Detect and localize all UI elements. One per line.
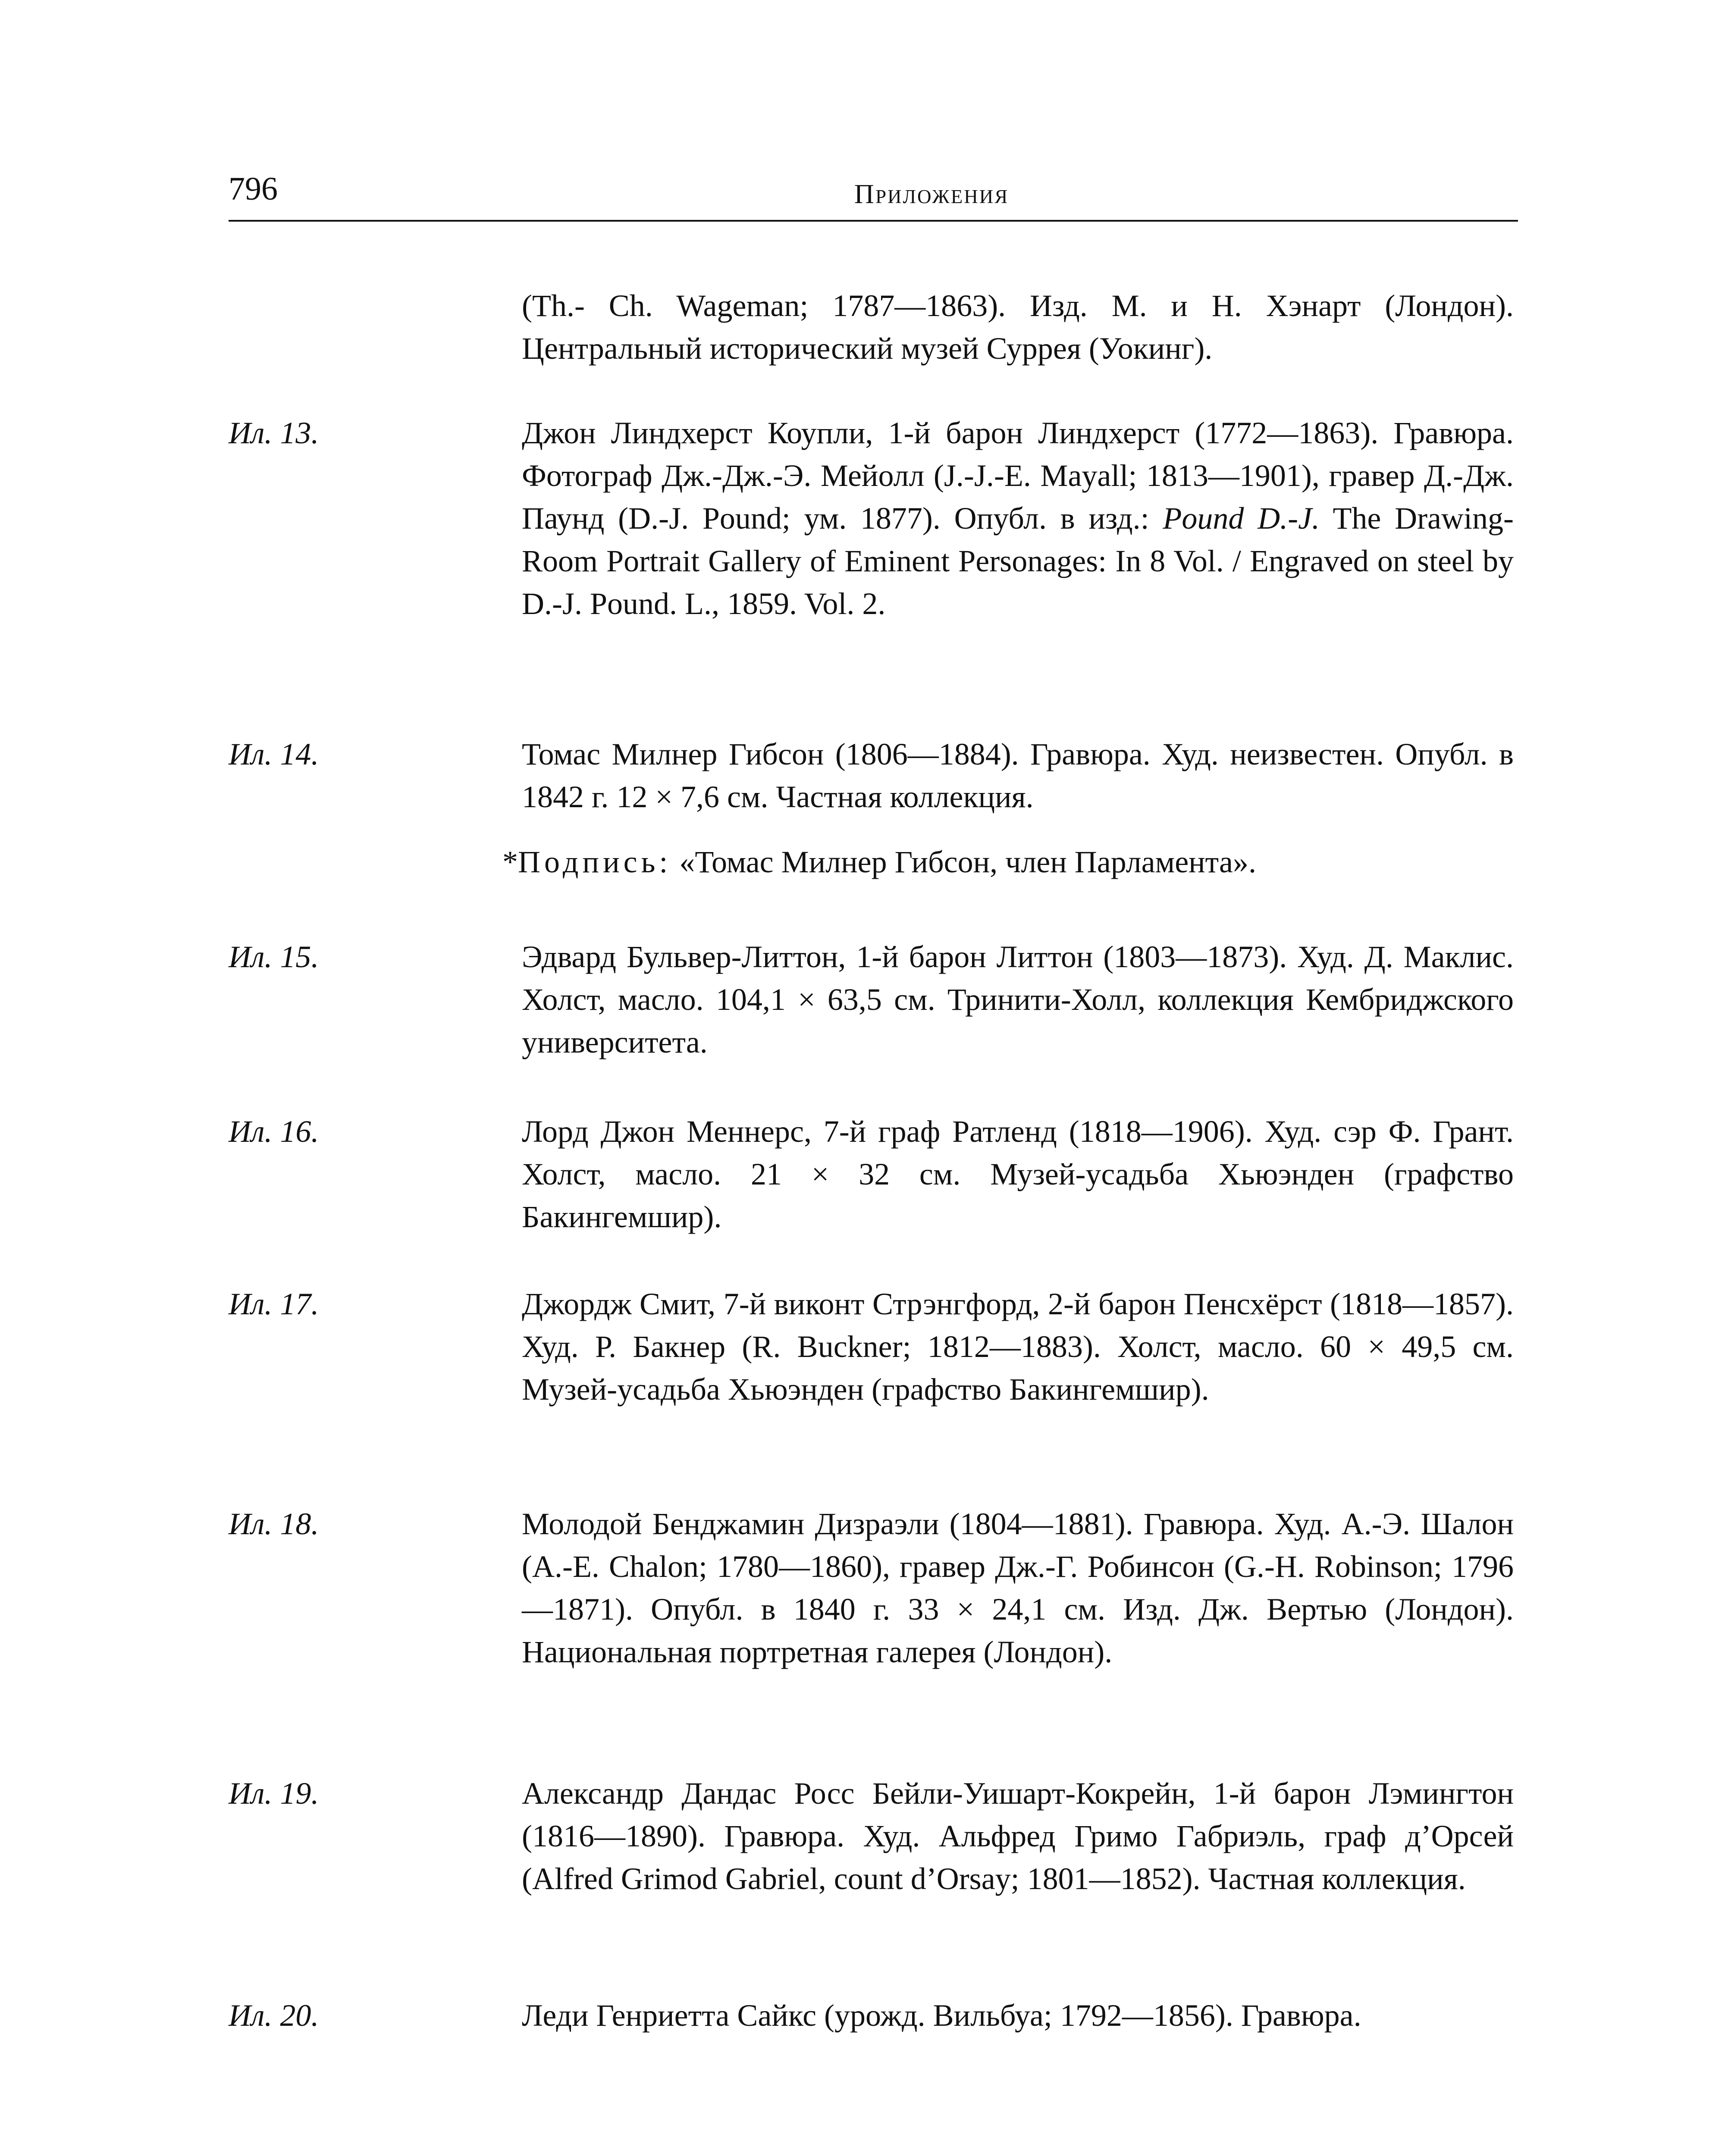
illustration-caption-16: Лорд Джон Меннерс, 7-й граф Ратленд (1818—1906). Худ. сэр Ф. Грант. Холст, масло. 21 × 32 см. Музей-усадьба Хьюэнден (графство Бакингемшир). bbox=[522, 1114, 1514, 1234]
illustration-label-20: Ил. 20. bbox=[229, 1998, 319, 2033]
note-label: Подпись: bbox=[518, 845, 672, 879]
illustration-label-14: Ил. 14. bbox=[229, 737, 319, 771]
header-rule bbox=[229, 220, 1518, 222]
illustration-caption-17: Джордж Смит, 7-й виконт Стрэнгфорд, 2-й барон Пенсхёрст (1818—1857). Худ. Р. Бакнер (R. Buckner; 1812—1883). Холст, масло. 60 × 49,5 см. Музей-усадьба Хьюэнден (графство Бакингемшир). bbox=[522, 1287, 1514, 1407]
caption-text: Джон Линдхерст Коупли, 1-й барон Линдхерст (1772—1863). Гравюра. Фотограф Дж.-Дж.-Э. Мейолл (J.-J.-E. Mayall; 1813—1901), гравер Д.-Дж. Паунд (D.-J. Pound; ум. 1877). Опубл. в изд.: bbox=[522, 416, 1514, 536]
illustration-label-13: Ил. 13. bbox=[229, 416, 319, 450]
illustration-label-18: Ил. 18. bbox=[229, 1507, 319, 1541]
note-text: «Томас Милнер Гибсон, член Парламента». bbox=[679, 845, 1256, 879]
illustration-caption-14: Томас Милнер Гибсон (1806—1884). Гравюра. Худ. неизвестен. Опубл. в 1842 г. 12 × 7,6 см. Частная коллекция. bbox=[522, 737, 1514, 814]
illustration-label-15: Ил. 15. bbox=[229, 940, 319, 974]
illustration-caption-18: Молодой Бенджамин Дизраэли (1804—1881). Гравюра. Худ. А.-Э. Шалон (A.-E. Chalon; 1780—1860), гравер Дж.-Г. Робинсон (G.-H. Robinson; 1796—1871). Опубл. в 1840 г. 33 × 24,1 см. Изд. Дж. Вертью (Лондон). Национальная портретная галерея (Лондон). bbox=[522, 1507, 1514, 1669]
author-citation: Pound D.-J. bbox=[1163, 501, 1320, 536]
caption-note-14 bbox=[502, 841, 1516, 884]
illustration-label-16: Ил. 16. bbox=[229, 1114, 319, 1149]
illustration-label-17: Ил. 17. bbox=[229, 1287, 319, 1321]
illustration-caption-19: Александр Дандас Росс Бейли-Уишарт-Кокрейн, 1-й барон Лэмингтон (1816—1890). Гравюра. Худ. Альфред Гримо Габриэль, граф д’Орсей (Alfred Grimod Gabriel, count d’Orsay; 1801—1852). Частная коллекция. bbox=[522, 1776, 1514, 1896]
illustration-label-19: Ил. 19. bbox=[229, 1776, 319, 1811]
continuation-paragraph: (Th.- Ch. Wageman; 1787—1863). Изд. М. и Н. Хэнарт (Лондон). Центральный исторический музей Суррея (Уокинг). bbox=[522, 288, 1514, 366]
caption-text: The Drawing-Room Portrait Gallery of Eminent Personages: In 8 Vol. / Engraved on steel by D.-J. Pound. L., 1859. Vol. 2. bbox=[522, 501, 1514, 621]
running-head: Приложения bbox=[854, 179, 1009, 209]
illustration-caption-20: Леди Генриетта Сайкс (урожд. Вильбуа; 1792—1856). Гравюра. bbox=[522, 1998, 1361, 2033]
illustration-caption-15: Эдвард Бульвер-Литтон, 1-й барон Литтон (1803—1873). Худ. Д. Маклис. Холст, масло. 104,1 × 63,5 см. Тринити-Холл, коллекция Кембриджского университета. bbox=[522, 940, 1514, 1059]
illustration-caption-13 bbox=[522, 412, 1514, 625]
page-number: 796 bbox=[229, 171, 278, 207]
note-asterisk: * bbox=[502, 845, 518, 879]
